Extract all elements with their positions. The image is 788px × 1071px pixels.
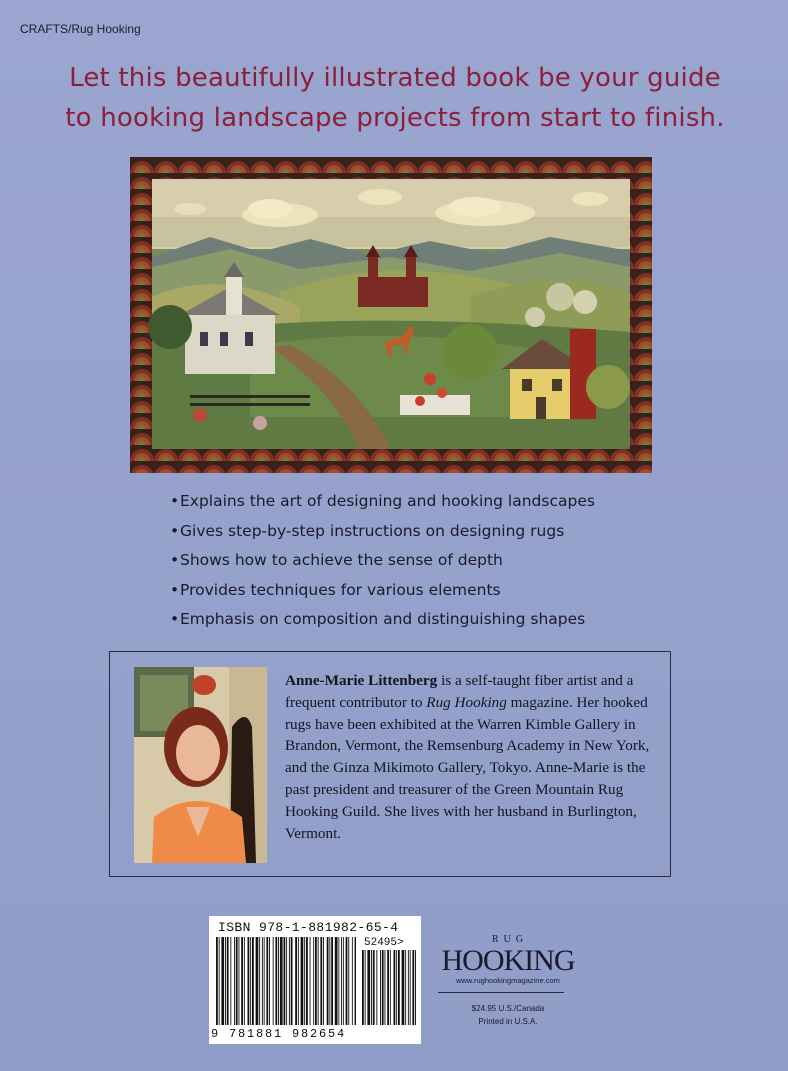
feature-text: Shows how to achieve the sense of depth <box>180 551 503 569</box>
list-item <box>170 487 595 517</box>
barcode-bar <box>373 950 375 1025</box>
barcode-bar <box>244 937 245 1025</box>
author-photo <box>134 667 267 863</box>
barcode-bar <box>327 937 329 1025</box>
isbn-label: ISBN 978-1-881982-65-4 <box>218 920 399 935</box>
barcode-bar <box>310 937 311 1025</box>
barcode-bar <box>306 937 308 1025</box>
barcode-bar <box>273 937 274 1025</box>
publisher-website: www.rughookingmagazine.com <box>456 976 560 985</box>
barcode-bar <box>236 937 238 1025</box>
divider <box>438 992 564 993</box>
barcode-bar <box>280 937 283 1025</box>
barcode-bar <box>329 937 330 1025</box>
barcode-bar <box>371 950 372 1025</box>
barcode-bar <box>380 950 381 1025</box>
barcode-bar <box>284 937 286 1025</box>
logo-small-text: RUG <box>491 934 529 945</box>
barcode-bar <box>365 950 366 1025</box>
barcode-bar <box>390 950 391 1025</box>
barcode-bar <box>301 937 304 1025</box>
barcode-bar <box>318 937 319 1025</box>
barcode-bar <box>343 937 344 1025</box>
barcode-bar <box>362 950 364 1025</box>
barcode-bar <box>298 937 299 1025</box>
category-label: CRAFTS/Rug Hooking <box>20 22 141 36</box>
barcode-bar <box>278 937 279 1025</box>
barcode-bar <box>338 937 339 1025</box>
feature-text: Gives step-by-step instructions on designing rugs <box>180 521 565 540</box>
feature-list <box>170 487 595 635</box>
barcode-bar <box>227 937 229 1025</box>
ean-number: 9 781881 982654 <box>211 1027 347 1041</box>
price-code-label: 52495> <box>364 937 404 949</box>
barcode-bar <box>341 937 342 1025</box>
feature-text: Explains the art of designing and hooking landscapes <box>180 492 595 510</box>
barcode-bar <box>239 937 240 1025</box>
barcode-bar <box>415 950 416 1025</box>
list-item <box>170 546 595 576</box>
barcode-bar <box>335 937 338 1025</box>
barcode-bar <box>295 937 297 1025</box>
feature-text: Provides techniques for various elements <box>180 580 501 599</box>
barcode-bar <box>259 937 260 1025</box>
bullet-dot: • <box>170 580 180 599</box>
barcode-bar <box>398 950 400 1025</box>
bio-text-2: magazine. Her hooked rugs have been exhibited at the Warren Kimble Gallery in Brandon, Vermont, the Remsenburg Academy in New York, and the Ginza Mikimoto Gallery, Tokyo. Anne-Marie is the past president and treasurer of the Green Mountain Rug Hooking Guild. She lives with her husband in Burlington, Vermont. <box>285 693 650 842</box>
barcode-bar <box>269 937 270 1025</box>
barcode-bar <box>289 937 290 1025</box>
headline-line-1: Let this beautifully illustrated book be your guide <box>69 63 721 93</box>
barcode-bar <box>396 950 397 1025</box>
ean-barcode <box>216 937 356 1025</box>
barcode-bar <box>320 937 322 1025</box>
list-item <box>170 576 595 606</box>
barcode-bar <box>252 937 254 1025</box>
barcode-bar <box>275 937 277 1025</box>
barcode-bar <box>230 937 231 1025</box>
barcode-bar <box>331 937 333 1025</box>
barcode-bar <box>248 937 250 1025</box>
author-name: Anne-Marie Littenberg <box>285 672 438 689</box>
feature-text: Emphasis on composition and distinguishing shapes <box>180 610 586 628</box>
list-item <box>170 517 595 547</box>
barcode-bar <box>387 950 389 1025</box>
barcode-bar <box>216 937 218 1025</box>
barcode-bar <box>266 937 268 1025</box>
barcode-bar <box>346 937 348 1025</box>
barcode-bar <box>410 950 411 1025</box>
logo-large-text: HOOKING <box>441 944 575 976</box>
barcode-bar <box>234 937 235 1025</box>
barcode-bar <box>304 937 305 1025</box>
magazine-name: Rug Hooking <box>426 693 507 711</box>
barcode-bar <box>291 937 293 1025</box>
bullet-dot: • <box>170 551 180 569</box>
barcode-bar <box>221 937 224 1025</box>
addon-barcode <box>362 950 416 1025</box>
barcode-bar <box>313 937 314 1025</box>
author-bio <box>285 670 665 844</box>
rug-hooking-logo <box>440 932 576 976</box>
barcode-bar <box>348 937 349 1025</box>
bullet-dot: • <box>170 521 180 540</box>
barcode-bar <box>412 950 414 1025</box>
headline-line-2: to hooking landscape projects from start to finish. <box>65 103 725 133</box>
bullet-dot: • <box>170 610 180 628</box>
barcode-bar <box>264 937 265 1025</box>
bullet-dot: • <box>170 492 180 510</box>
barcode-bar <box>394 950 396 1025</box>
barcode-bar <box>352 937 353 1025</box>
barcode-bar <box>219 937 220 1025</box>
price-label: $24.95 U.S./Canada <box>471 1004 545 1013</box>
list-item <box>170 605 595 635</box>
barcode-bar <box>367 950 370 1025</box>
barcode-bar <box>405 950 406 1025</box>
barcode-bar <box>286 937 287 1025</box>
barcode-bar <box>225 937 226 1025</box>
barcode-bar <box>256 937 259 1025</box>
barcode-bar <box>402 950 405 1025</box>
barcode-bar <box>241 937 243 1025</box>
barcode-bar <box>262 937 263 1025</box>
headline <box>30 58 760 138</box>
bio-text-1: is a self-taught fiber artist and a frequent contributor to <box>285 672 634 711</box>
barcode-bar <box>408 950 409 1025</box>
barcode-bar <box>382 950 384 1025</box>
barcode-bar <box>385 950 386 1025</box>
barcode-bar <box>250 937 251 1025</box>
rug-landscape-image <box>130 157 652 473</box>
barcode-bar <box>355 937 356 1025</box>
barcode-bar <box>323 937 324 1025</box>
barcode-bar <box>376 950 377 1025</box>
barcode-bar <box>315 937 317 1025</box>
printed-label: Printed in U.S.A. <box>478 1017 538 1026</box>
